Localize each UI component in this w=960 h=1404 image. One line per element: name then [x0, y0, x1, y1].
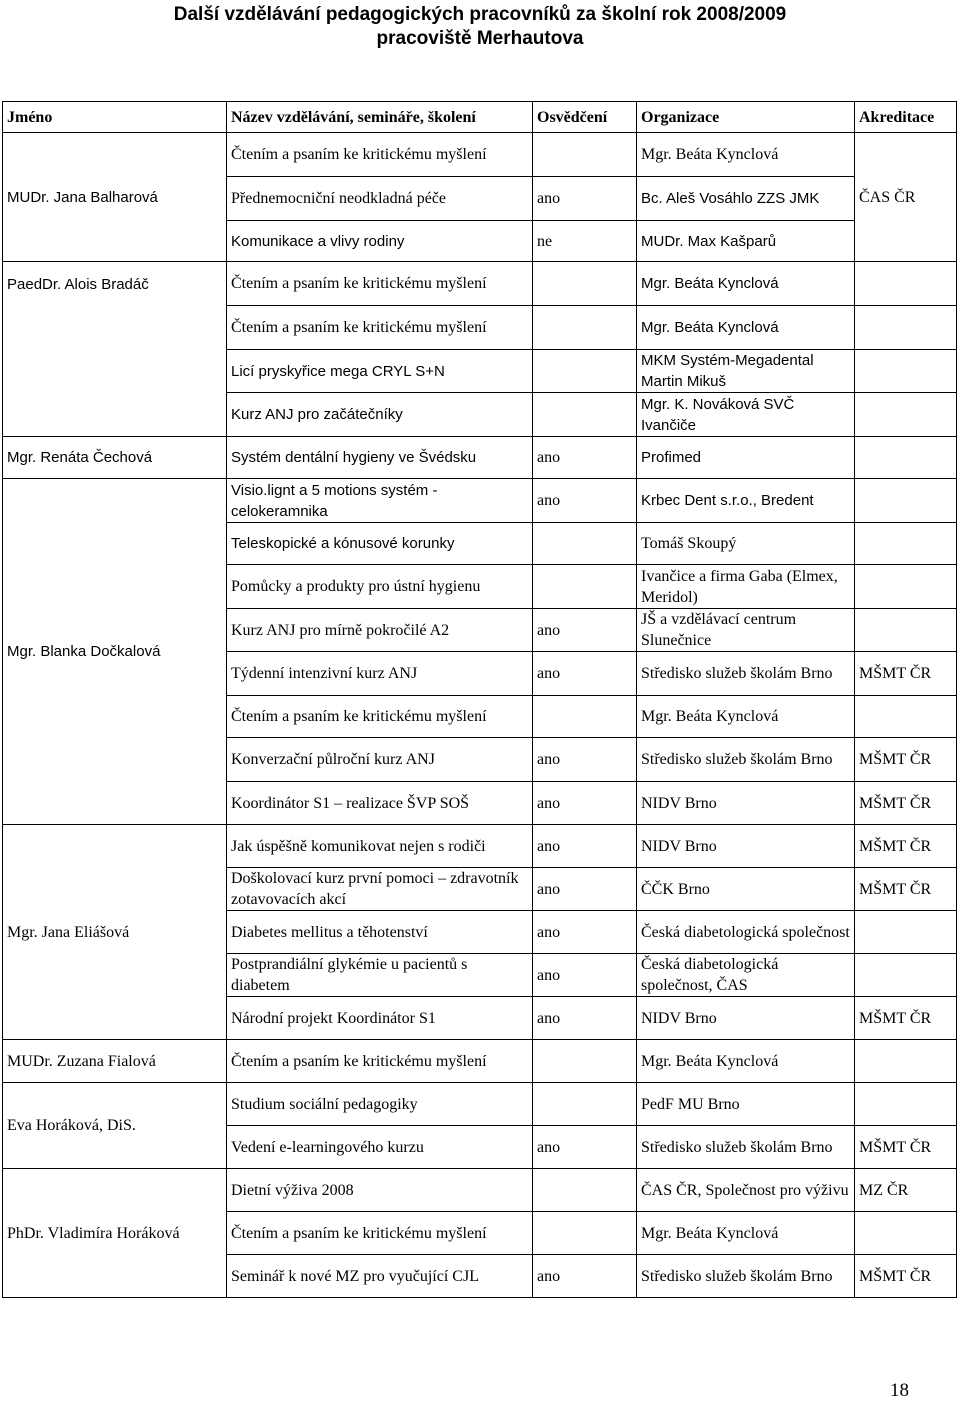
certificate-cell: ne: [533, 221, 637, 262]
organization-cell: NIDV Brno: [637, 825, 855, 868]
organization-cell: Česká diabetologická společnost, ČAS: [637, 954, 855, 997]
accreditation-cell: [855, 911, 957, 954]
training-table: [2, 101, 957, 1298]
page-title-line-1: Další vzdělávání pedagogických pracovníků za školní rok 2008/2009: [173, 4, 787, 25]
organization-cell: Krbec Dent s.r.o., Bredent: [637, 479, 855, 523]
person-name: MUDr. Zuzana Fialová: [3, 1040, 227, 1083]
organization-cell: Středisko služeb školám Brno: [637, 1126, 855, 1169]
column-header-course: Název vzdělávání, semináře, školení: [227, 102, 533, 133]
organization-cell: Středisko služeb školám Brno: [637, 1255, 855, 1298]
person-name: Mgr. Jana Eliášová: [3, 825, 227, 1040]
accreditation-cell: [855, 393, 957, 437]
course-cell: Kurz ANJ pro mírně pokročilé A2: [227, 609, 533, 652]
accreditation-cell: [855, 609, 957, 652]
accreditation-cell: [855, 437, 957, 479]
accreditation-cell: [855, 479, 957, 523]
accreditation-cell: [855, 523, 957, 565]
table-row: [3, 1083, 957, 1126]
certificate-cell: ano: [533, 1126, 637, 1169]
certificate-cell: [533, 1212, 637, 1255]
table-header-row: [3, 102, 957, 133]
table-row: [3, 1040, 957, 1083]
course-cell: Pomůcky a produkty pro ústní hygienu: [227, 565, 533, 609]
page-title-line-2: pracoviště Merhautova: [376, 28, 584, 49]
person-name: Mgr. Renáta Čechová: [3, 437, 227, 479]
course-cell: Postprandiální glykémie u pacientů s diabetem: [227, 954, 533, 997]
accreditation-cell: MŠMT ČR: [855, 738, 957, 782]
accreditation-cell: [855, 350, 957, 393]
certificate-cell: ano: [533, 177, 637, 221]
column-header-organization: Organizace: [637, 102, 855, 133]
certificate-cell: ano: [533, 868, 637, 911]
course-cell: Studium sociální pedagogiky: [227, 1083, 533, 1126]
course-cell: Čtením a psaním ke kritickému myšlení: [227, 696, 533, 738]
person-name: MUDr. Jana Balharová: [3, 133, 227, 262]
certificate-cell: [533, 350, 637, 393]
organization-cell: Mgr. Beáta Kynclová: [637, 262, 855, 306]
accreditation-cell: MŠMT ČR: [855, 1255, 957, 1298]
person-name: PhDr. Vladimíra Horáková: [3, 1169, 227, 1298]
table-row: [3, 825, 957, 868]
accreditation-cell: [855, 565, 957, 609]
organization-cell: Mgr. Beáta Kynclová: [637, 1212, 855, 1255]
organization-cell: Bc. Aleš Vosáhlo ZZS JMK: [637, 177, 855, 221]
certificate-cell: [533, 393, 637, 437]
person-name: PaedDr. Alois Bradáč: [3, 262, 227, 437]
certificate-cell: [533, 523, 637, 565]
course-cell: Čtením a psaním ke kritickému myšlení: [227, 133, 533, 177]
page-number: 18: [890, 1380, 909, 1401]
table-row: [3, 437, 957, 479]
accreditation-cell: [855, 1212, 957, 1255]
organization-cell: Ivančice a firma Gaba (Elmex, Meridol): [637, 565, 855, 609]
course-cell: Licí pryskyřice mega CRYL S+N: [227, 350, 533, 393]
column-header-certificate: Osvědčení: [533, 102, 637, 133]
accreditation-cell: MZ ČR: [855, 1169, 957, 1212]
course-cell: Visio.lignt a 5 motions systém - celokeramnika: [227, 479, 533, 523]
accreditation-cell: MŠMT ČR: [855, 782, 957, 825]
organization-cell: ČAS ČR, Společnost pro výživu: [637, 1169, 855, 1212]
course-cell: Jak úspěšně komunikovat nejen s rodiči: [227, 825, 533, 868]
course-cell: Systém dentální hygieny ve Švédsku: [227, 437, 533, 479]
column-header-name: Jméno: [3, 102, 227, 133]
course-cell: Doškolovací kurz první pomoci – zdravotník zotavovacích akcí: [227, 868, 533, 911]
certificate-cell: [533, 306, 637, 350]
certificate-cell: ano: [533, 738, 637, 782]
course-cell: Dietní výživa 2008: [227, 1169, 533, 1212]
accreditation-cell: MŠMT ČR: [855, 825, 957, 868]
course-cell: Seminář k nové MZ pro vyučující CJL: [227, 1255, 533, 1298]
organization-cell: MKM Systém-Megadental Martin Mikuš: [637, 350, 855, 393]
organization-cell: Mgr. K. Nováková SVČ Ivančiče: [637, 393, 855, 437]
accreditation-cell: [855, 954, 957, 997]
table-row: [3, 262, 957, 306]
course-cell: Čtením a psaním ke kritickému myšlení: [227, 1040, 533, 1083]
certificate-cell: ano: [533, 479, 637, 523]
organization-cell: Středisko služeb školám Brno: [637, 738, 855, 782]
organization-cell: NIDV Brno: [637, 997, 855, 1040]
organization-cell: Česká diabetologická společnost: [637, 911, 855, 954]
accreditation-cell: MŠMT ČR: [855, 997, 957, 1040]
certificate-cell: [533, 133, 637, 177]
person-name: Eva Horáková, DiS.: [3, 1083, 227, 1169]
accreditation-cell: [855, 696, 957, 738]
accreditation-cell: [855, 306, 957, 350]
certificate-cell: [533, 1083, 637, 1126]
organization-cell: Mgr. Beáta Kynclová: [637, 133, 855, 177]
certificate-cell: [533, 1040, 637, 1083]
table-row: [3, 479, 957, 523]
course-cell: Čtením a psaním ke kritickému myšlení: [227, 306, 533, 350]
organization-cell: Mgr. Beáta Kynclová: [637, 1040, 855, 1083]
accreditation-cell: [855, 262, 957, 306]
certificate-cell: [533, 1169, 637, 1212]
organization-cell: Středisko služeb školám Brno: [637, 652, 855, 696]
certificate-cell: [533, 262, 637, 306]
certificate-cell: ano: [533, 782, 637, 825]
organization-cell: Mgr. Beáta Kynclová: [637, 696, 855, 738]
person-name: Mgr. Blanka Dočkalová: [3, 479, 227, 825]
organization-cell: ČČK Brno: [637, 868, 855, 911]
certificate-cell: ano: [533, 997, 637, 1040]
table-row: [3, 1169, 957, 1212]
organization-cell: MUDr. Max Kašparů: [637, 221, 855, 262]
accreditation-cell: ČAS ČR: [855, 133, 957, 262]
certificate-cell: ano: [533, 911, 637, 954]
course-cell: Koordinátor S1 – realizace ŠVP SOŠ: [227, 782, 533, 825]
certificate-cell: ano: [533, 954, 637, 997]
course-cell: Vedení e-learningového kurzu: [227, 1126, 533, 1169]
organization-cell: Mgr. Beáta Kynclová: [637, 306, 855, 350]
course-cell: Teleskopické a kónusové korunky: [227, 523, 533, 565]
course-cell: Čtením a psaním ke kritickému myšlení: [227, 262, 533, 306]
accreditation-cell: MŠMT ČR: [855, 652, 957, 696]
organization-cell: Tomáš Skoupý: [637, 523, 855, 565]
course-cell: Konverzační půlroční kurz ANJ: [227, 738, 533, 782]
accreditation-cell: [855, 1040, 957, 1083]
certificate-cell: ano: [533, 609, 637, 652]
course-cell: Národní projekt Koordinátor S1: [227, 997, 533, 1040]
course-cell: Kurz ANJ pro začátečníky: [227, 393, 533, 437]
course-cell: Přednemocniční neodkladná péče: [227, 177, 533, 221]
organization-cell: NIDV Brno: [637, 782, 855, 825]
certificate-cell: ano: [533, 825, 637, 868]
organization-cell: JŠ a vzdělávací centrum Slunečnice: [637, 609, 855, 652]
certificate-cell: [533, 696, 637, 738]
certificate-cell: ano: [533, 652, 637, 696]
course-cell: Čtením a psaním ke kritickému myšlení: [227, 1212, 533, 1255]
accreditation-cell: [855, 1083, 957, 1126]
accreditation-cell: MŠMT ČR: [855, 1126, 957, 1169]
certificate-cell: ano: [533, 437, 637, 479]
certificate-cell: [533, 565, 637, 609]
organization-cell: Profimed: [637, 437, 855, 479]
accreditation-cell: MŠMT ČR: [855, 868, 957, 911]
course-cell: Komunikace a vlivy rodiny: [227, 221, 533, 262]
course-cell: Diabetes mellitus a těhotenství: [227, 911, 533, 954]
column-header-accreditation: Akreditace: [855, 102, 957, 133]
table-row: [3, 133, 957, 177]
course-cell: Týdenní intenzivní kurz ANJ: [227, 652, 533, 696]
organization-cell: PedF MU Brno: [637, 1083, 855, 1126]
certificate-cell: ano: [533, 1255, 637, 1298]
